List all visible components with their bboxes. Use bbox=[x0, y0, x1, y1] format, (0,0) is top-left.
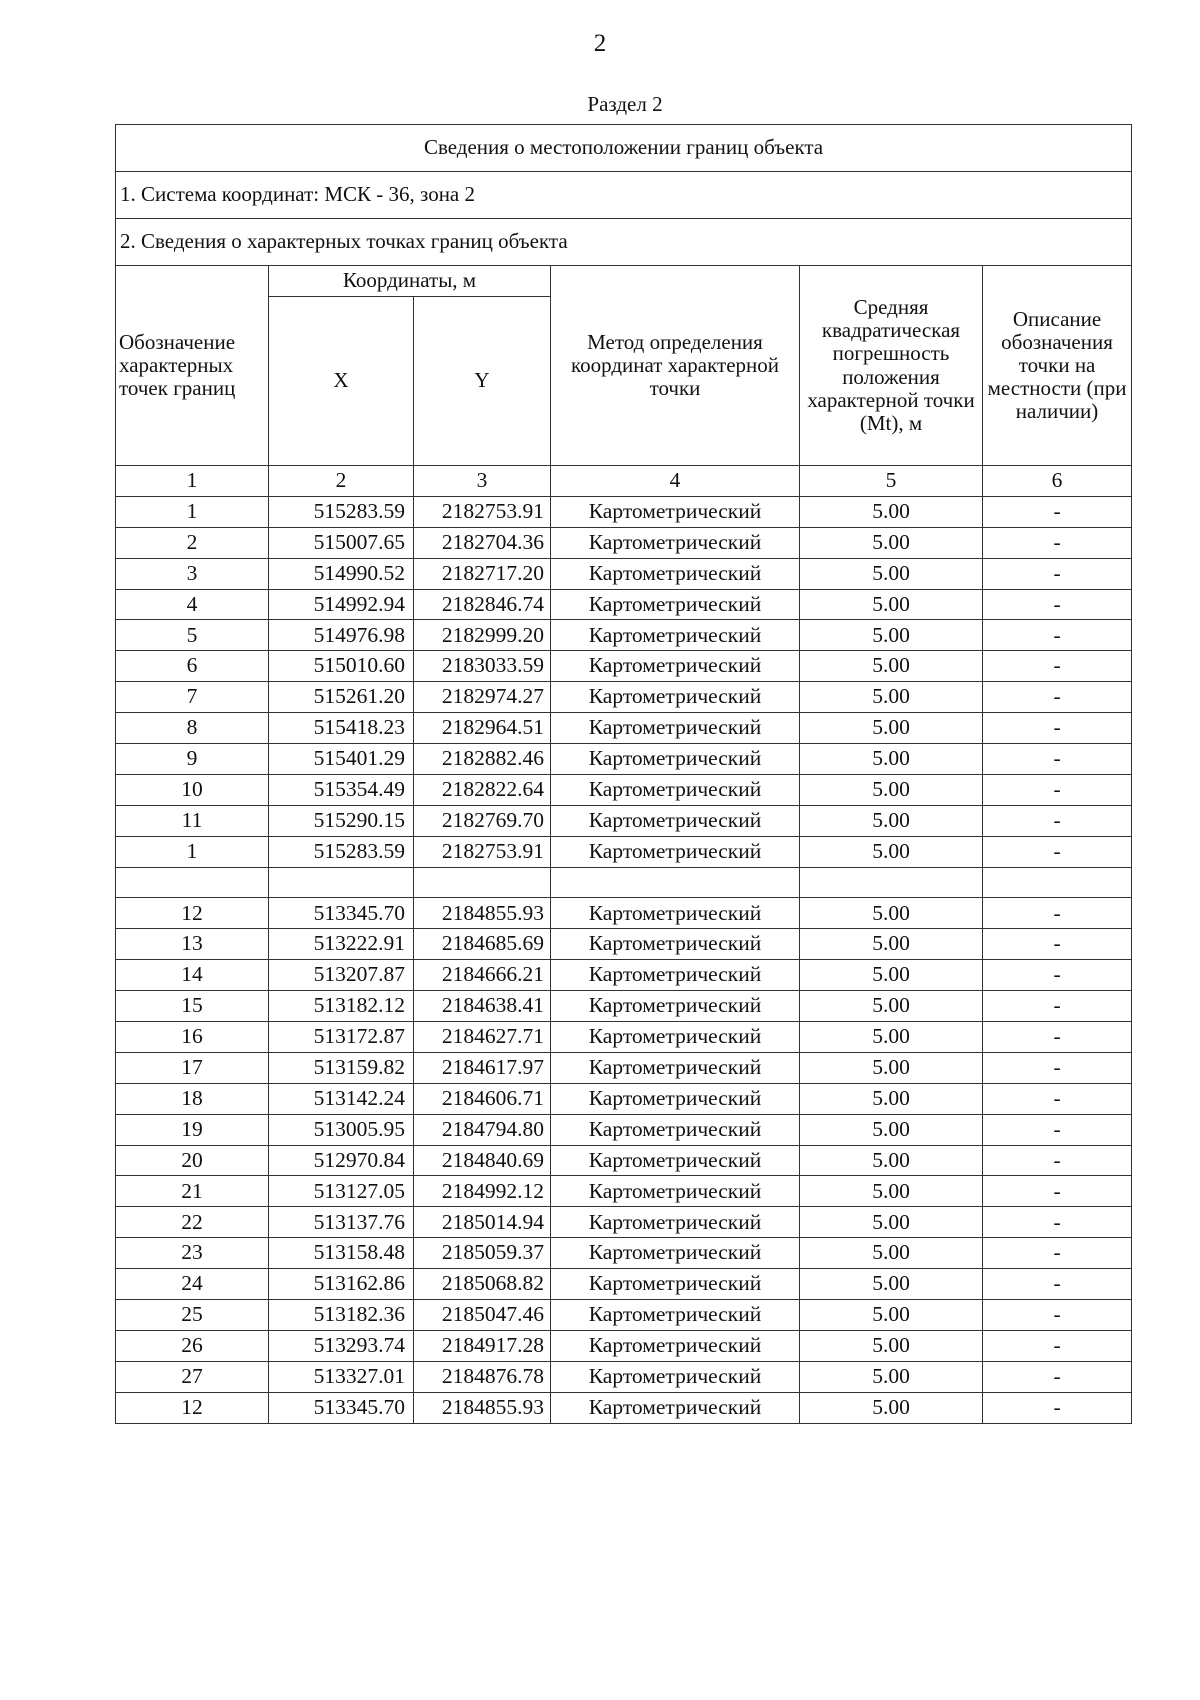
error-cell: 5.00 bbox=[800, 1176, 983, 1207]
boundary-points-table bbox=[115, 124, 1132, 1424]
description-cell: - bbox=[983, 744, 1132, 775]
coord-x-cell: 513172.87 bbox=[269, 1022, 414, 1053]
error-cell: 5.00 bbox=[800, 898, 983, 929]
description-cell: - bbox=[983, 836, 1132, 867]
description-cell: - bbox=[983, 774, 1132, 805]
description-cell: - bbox=[983, 1083, 1132, 1114]
error-cell: 5.00 bbox=[800, 620, 983, 651]
coord-x-cell: 513293.74 bbox=[269, 1330, 414, 1361]
coord-x-cell: 514990.52 bbox=[269, 558, 414, 589]
coord-y-cell: 2182753.91 bbox=[414, 836, 551, 867]
table-row bbox=[116, 496, 1132, 527]
description-cell: - bbox=[983, 713, 1132, 744]
error-cell: 5.00 bbox=[800, 836, 983, 867]
description-cell: - bbox=[983, 527, 1132, 558]
point-id-cell: 1 bbox=[116, 496, 269, 527]
description-cell: - bbox=[983, 620, 1132, 651]
coord-x-cell: 513158.48 bbox=[269, 1238, 414, 1269]
coord-x-cell: 513182.12 bbox=[269, 991, 414, 1022]
method-cell: Картометрический bbox=[551, 960, 800, 991]
point-id-cell: 18 bbox=[116, 1083, 269, 1114]
point-id-cell: 12 bbox=[116, 898, 269, 929]
error-cell: 5.00 bbox=[800, 589, 983, 620]
header-coordinates: Координаты, м bbox=[269, 266, 551, 297]
coord-y-cell: 2182999.20 bbox=[414, 620, 551, 651]
empty-cell bbox=[116, 867, 269, 898]
coord-x-cell: 513345.70 bbox=[269, 898, 414, 929]
description-cell: - bbox=[983, 1269, 1132, 1300]
empty-cell bbox=[414, 867, 551, 898]
header-x: X bbox=[269, 297, 414, 466]
table-row bbox=[116, 1083, 1132, 1114]
empty-cell bbox=[800, 867, 983, 898]
table-row bbox=[116, 620, 1132, 651]
coord-y-cell: 2182846.74 bbox=[414, 589, 551, 620]
description-cell: - bbox=[983, 682, 1132, 713]
description-cell: - bbox=[983, 589, 1132, 620]
description-cell: - bbox=[983, 1176, 1132, 1207]
description-cell: - bbox=[983, 1022, 1132, 1053]
error-cell: 5.00 bbox=[800, 991, 983, 1022]
coord-x-cell: 513162.86 bbox=[269, 1269, 414, 1300]
error-cell: 5.00 bbox=[800, 960, 983, 991]
coord-y-cell: 2184617.97 bbox=[414, 1052, 551, 1083]
column-number: 3 bbox=[414, 466, 551, 497]
coord-y-cell: 2185014.94 bbox=[414, 1207, 551, 1238]
error-cell: 5.00 bbox=[800, 1238, 983, 1269]
method-cell: Картометрический bbox=[551, 682, 800, 713]
point-id-cell: 10 bbox=[116, 774, 269, 805]
point-id-cell: 27 bbox=[116, 1361, 269, 1392]
method-cell: Картометрический bbox=[551, 1330, 800, 1361]
coord-x-cell: 515261.20 bbox=[269, 682, 414, 713]
table-row bbox=[116, 960, 1132, 991]
coord-y-cell: 2184685.69 bbox=[414, 929, 551, 960]
coord-x-cell: 513207.87 bbox=[269, 960, 414, 991]
method-cell: Картометрический bbox=[551, 496, 800, 527]
group-separator-row bbox=[116, 867, 1132, 898]
description-cell: - bbox=[983, 1145, 1132, 1176]
method-cell: Картометрический bbox=[551, 1238, 800, 1269]
description-cell: - bbox=[983, 1114, 1132, 1145]
table-row bbox=[116, 1361, 1132, 1392]
table-row bbox=[116, 1207, 1132, 1238]
method-cell: Картометрический bbox=[551, 1361, 800, 1392]
table-row bbox=[116, 1114, 1132, 1145]
column-number: 1 bbox=[116, 466, 269, 497]
coord-x-cell: 513159.82 bbox=[269, 1052, 414, 1083]
description-cell: - bbox=[983, 991, 1132, 1022]
method-cell: Картометрический bbox=[551, 713, 800, 744]
coord-x-cell: 515290.15 bbox=[269, 805, 414, 836]
column-number: 4 bbox=[551, 466, 800, 497]
description-cell: - bbox=[983, 898, 1132, 929]
error-cell: 5.00 bbox=[800, 558, 983, 589]
coord-x-cell: 515418.23 bbox=[269, 713, 414, 744]
method-cell: Картометрический bbox=[551, 651, 800, 682]
method-cell: Картометрический bbox=[551, 1022, 800, 1053]
point-id-cell: 7 bbox=[116, 682, 269, 713]
point-id-cell: 13 bbox=[116, 929, 269, 960]
point-id-cell: 20 bbox=[116, 1145, 269, 1176]
method-cell: Картометрический bbox=[551, 1052, 800, 1083]
coord-y-cell: 2184794.80 bbox=[414, 1114, 551, 1145]
method-cell: Картометрический bbox=[551, 805, 800, 836]
point-id-cell: 17 bbox=[116, 1052, 269, 1083]
point-id-cell: 6 bbox=[116, 651, 269, 682]
coord-x-cell: 513327.01 bbox=[269, 1361, 414, 1392]
error-cell: 5.00 bbox=[800, 1330, 983, 1361]
point-id-cell: 2 bbox=[116, 527, 269, 558]
method-cell: Картометрический bbox=[551, 991, 800, 1022]
error-cell: 5.00 bbox=[800, 1207, 983, 1238]
table-row bbox=[116, 929, 1132, 960]
description-cell: - bbox=[983, 496, 1132, 527]
point-id-cell: 22 bbox=[116, 1207, 269, 1238]
coord-x-cell: 512970.84 bbox=[269, 1145, 414, 1176]
method-cell: Картометрический bbox=[551, 1083, 800, 1114]
method-cell: Картометрический bbox=[551, 1176, 800, 1207]
method-cell: Картометрический bbox=[551, 774, 800, 805]
error-cell: 5.00 bbox=[800, 1083, 983, 1114]
table-row bbox=[116, 651, 1132, 682]
error-cell: 5.00 bbox=[800, 774, 983, 805]
coord-y-cell: 2185047.46 bbox=[414, 1300, 551, 1331]
coord-x-cell: 515354.49 bbox=[269, 774, 414, 805]
coord-x-cell: 514992.94 bbox=[269, 589, 414, 620]
point-id-cell: 15 bbox=[116, 991, 269, 1022]
coord-x-cell: 513182.36 bbox=[269, 1300, 414, 1331]
error-cell: 5.00 bbox=[800, 805, 983, 836]
description-cell: - bbox=[983, 1300, 1132, 1331]
description-cell: - bbox=[983, 1361, 1132, 1392]
point-id-cell: 4 bbox=[116, 589, 269, 620]
table-row bbox=[116, 1330, 1132, 1361]
coord-y-cell: 2184855.93 bbox=[414, 1392, 551, 1423]
error-cell: 5.00 bbox=[800, 496, 983, 527]
coord-y-cell: 2184666.21 bbox=[414, 960, 551, 991]
empty-cell bbox=[269, 867, 414, 898]
coord-y-cell: 2184917.28 bbox=[414, 1330, 551, 1361]
description-cell: - bbox=[983, 558, 1132, 589]
error-cell: 5.00 bbox=[800, 744, 983, 775]
method-cell: Картометрический bbox=[551, 744, 800, 775]
coord-y-cell: 2183033.59 bbox=[414, 651, 551, 682]
table-row bbox=[116, 682, 1132, 713]
column-number: 5 bbox=[800, 466, 983, 497]
points-section-title: 2. Сведения о характерных точках границ объекта bbox=[116, 219, 1132, 266]
coord-x-cell: 513127.05 bbox=[269, 1176, 414, 1207]
coord-y-cell: 2182704.36 bbox=[414, 527, 551, 558]
method-cell: Картометрический bbox=[551, 1300, 800, 1331]
point-id-cell: 11 bbox=[116, 805, 269, 836]
header-y: Y bbox=[414, 297, 551, 466]
coord-x-cell: 513137.76 bbox=[269, 1207, 414, 1238]
method-cell: Картометрический bbox=[551, 836, 800, 867]
coord-x-cell: 513005.95 bbox=[269, 1114, 414, 1145]
coord-y-cell: 2182717.20 bbox=[414, 558, 551, 589]
coord-y-cell: 2185059.37 bbox=[414, 1238, 551, 1269]
coord-y-cell: 2185068.82 bbox=[414, 1269, 551, 1300]
point-id-cell: 26 bbox=[116, 1330, 269, 1361]
section-title: Раздел 2 bbox=[587, 92, 663, 116]
coord-y-cell: 2184840.69 bbox=[414, 1145, 551, 1176]
coord-y-cell: 2182974.27 bbox=[414, 682, 551, 713]
coord-y-cell: 2184627.71 bbox=[414, 1022, 551, 1053]
coord-x-cell: 513345.70 bbox=[269, 1392, 414, 1423]
coord-y-cell: 2182769.70 bbox=[414, 805, 551, 836]
description-cell: - bbox=[983, 1052, 1132, 1083]
table-row bbox=[116, 1022, 1132, 1053]
table-row bbox=[116, 1145, 1132, 1176]
point-id-cell: 9 bbox=[116, 744, 269, 775]
method-cell: Картометрический bbox=[551, 620, 800, 651]
coord-x-cell: 515401.29 bbox=[269, 744, 414, 775]
coord-y-cell: 2184876.78 bbox=[414, 1361, 551, 1392]
table-row bbox=[116, 1300, 1132, 1331]
table-row bbox=[116, 805, 1132, 836]
error-cell: 5.00 bbox=[800, 651, 983, 682]
point-id-cell: 25 bbox=[116, 1300, 269, 1331]
error-cell: 5.00 bbox=[800, 1269, 983, 1300]
coord-x-cell: 515283.59 bbox=[269, 496, 414, 527]
error-cell: 5.00 bbox=[800, 1145, 983, 1176]
method-cell: Картометрический bbox=[551, 1207, 800, 1238]
table-title: Сведения о местоположении границ объекта bbox=[116, 125, 1132, 172]
coord-y-cell: 2182822.64 bbox=[414, 774, 551, 805]
description-cell: - bbox=[983, 1238, 1132, 1269]
method-cell: Картометрический bbox=[551, 1145, 800, 1176]
coord-y-cell: 2182964.51 bbox=[414, 713, 551, 744]
table-row bbox=[116, 836, 1132, 867]
point-id-cell: 3 bbox=[116, 558, 269, 589]
point-id-cell: 24 bbox=[116, 1269, 269, 1300]
coord-x-cell: 515007.65 bbox=[269, 527, 414, 558]
table-row bbox=[116, 1176, 1132, 1207]
coord-x-cell: 514976.98 bbox=[269, 620, 414, 651]
header-point-designation: Обозначение характерных точек границ bbox=[116, 266, 269, 466]
table-row bbox=[116, 774, 1132, 805]
method-cell: Картометрический bbox=[551, 527, 800, 558]
page-number: 2 bbox=[593, 30, 607, 57]
description-cell: - bbox=[983, 929, 1132, 960]
method-cell: Картометрический bbox=[551, 1269, 800, 1300]
error-cell: 5.00 bbox=[800, 1052, 983, 1083]
method-cell: Картометрический bbox=[551, 589, 800, 620]
point-id-cell: 21 bbox=[116, 1176, 269, 1207]
error-cell: 5.00 bbox=[800, 1392, 983, 1423]
coord-y-cell: 2184606.71 bbox=[414, 1083, 551, 1114]
error-cell: 5.00 bbox=[800, 1114, 983, 1145]
method-cell: Картометрический bbox=[551, 929, 800, 960]
method-cell: Картометрический bbox=[551, 1392, 800, 1423]
error-cell: 5.00 bbox=[800, 682, 983, 713]
method-cell: Картометрический bbox=[551, 1114, 800, 1145]
point-id-cell: 12 bbox=[116, 1392, 269, 1423]
coordinate-system: 1. Система координат: МСК - 36, зона 2 bbox=[116, 172, 1132, 219]
table-row bbox=[116, 1238, 1132, 1269]
error-cell: 5.00 bbox=[800, 1022, 983, 1053]
table-row bbox=[116, 1392, 1132, 1423]
coord-y-cell: 2184992.12 bbox=[414, 1176, 551, 1207]
table-row bbox=[116, 558, 1132, 589]
description-cell: - bbox=[983, 1392, 1132, 1423]
point-id-cell: 5 bbox=[116, 620, 269, 651]
table-row bbox=[116, 713, 1132, 744]
description-cell: - bbox=[983, 651, 1132, 682]
coord-x-cell: 515283.59 bbox=[269, 836, 414, 867]
point-id-cell: 8 bbox=[116, 713, 269, 744]
column-numbers-row bbox=[116, 466, 1132, 497]
error-cell: 5.00 bbox=[800, 1300, 983, 1331]
description-cell: - bbox=[983, 1330, 1132, 1361]
table-row bbox=[116, 991, 1132, 1022]
point-id-cell: 14 bbox=[116, 960, 269, 991]
method-cell: Картометрический bbox=[551, 898, 800, 929]
error-cell: 5.00 bbox=[800, 527, 983, 558]
error-cell: 5.00 bbox=[800, 713, 983, 744]
coord-x-cell: 513222.91 bbox=[269, 929, 414, 960]
point-id-cell: 23 bbox=[116, 1238, 269, 1269]
coord-y-cell: 2184638.41 bbox=[414, 991, 551, 1022]
error-cell: 5.00 bbox=[800, 929, 983, 960]
method-cell: Картометрический bbox=[551, 558, 800, 589]
table-row bbox=[116, 1269, 1132, 1300]
error-cell: 5.00 bbox=[800, 1361, 983, 1392]
coord-y-cell: 2182753.91 bbox=[414, 496, 551, 527]
column-number: 2 bbox=[269, 466, 414, 497]
description-cell: - bbox=[983, 1207, 1132, 1238]
point-id-cell: 19 bbox=[116, 1114, 269, 1145]
table-row bbox=[116, 527, 1132, 558]
coord-y-cell: 2184855.93 bbox=[414, 898, 551, 929]
table-row bbox=[116, 898, 1132, 929]
header-description: Описание обозначения точки на местности (при наличии) bbox=[983, 266, 1132, 466]
coord-x-cell: 515010.60 bbox=[269, 651, 414, 682]
header-error: Средняя квадратическая погрешность положения характерной точки (Mt), м bbox=[800, 266, 983, 466]
description-cell: - bbox=[983, 960, 1132, 991]
table-row bbox=[116, 589, 1132, 620]
coord-x-cell: 513142.24 bbox=[269, 1083, 414, 1114]
empty-cell bbox=[551, 867, 800, 898]
column-number: 6 bbox=[983, 466, 1132, 497]
header-method: Метод определения координат характерной точки bbox=[551, 266, 800, 466]
point-id-cell: 1 bbox=[116, 836, 269, 867]
empty-cell bbox=[983, 867, 1132, 898]
coord-y-cell: 2182882.46 bbox=[414, 744, 551, 775]
point-id-cell: 16 bbox=[116, 1022, 269, 1053]
table-row bbox=[116, 744, 1132, 775]
table-row bbox=[116, 1052, 1132, 1083]
description-cell: - bbox=[983, 805, 1132, 836]
